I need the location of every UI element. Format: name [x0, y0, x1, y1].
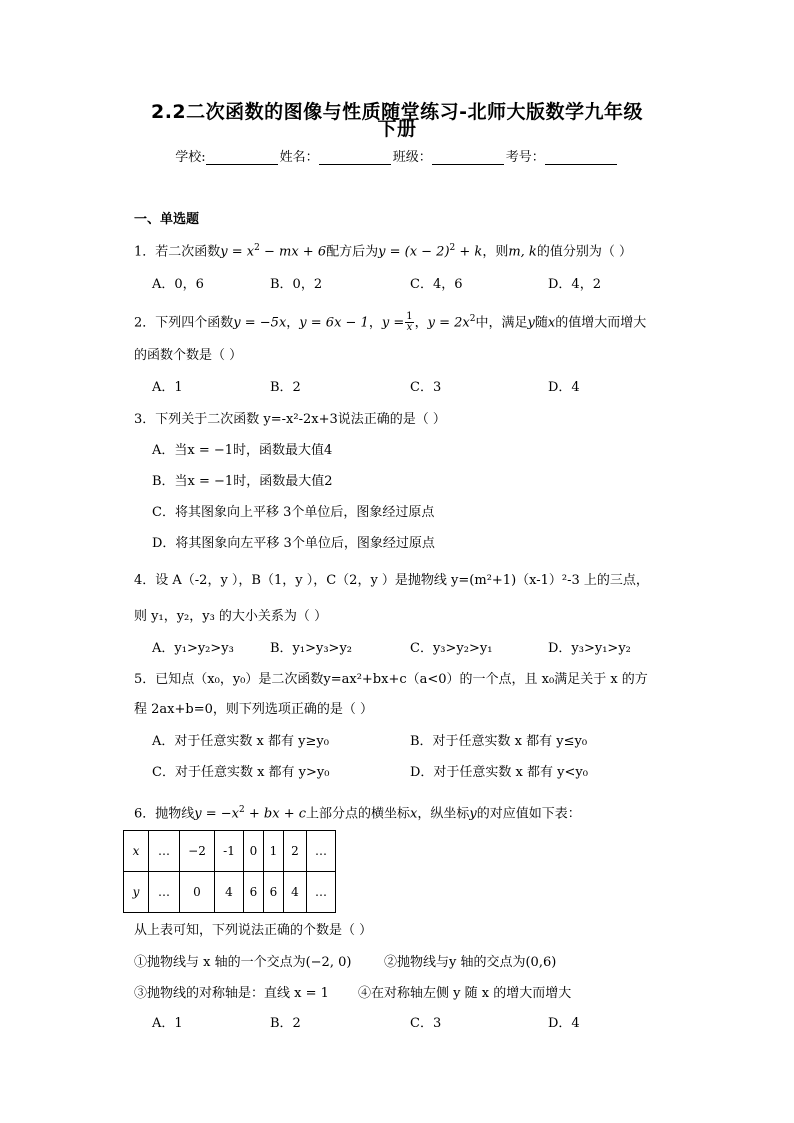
fraction-one-over-x: $\frac{1}{x}$: [406, 311, 413, 334]
q1-option-b[interactable]: B．0，2: [270, 277, 323, 292]
q6-statement-4: ④在对称轴左侧 y 随 x 的增大而增大: [358, 986, 572, 1001]
q5-option-b[interactable]: B．对于任意实数 x 都有 y≤y₀: [410, 734, 588, 749]
name-blank[interactable]: [319, 150, 391, 165]
table-cell: −2: [180, 831, 215, 872]
table-cell: 6: [244, 872, 264, 913]
q4-option-b[interactable]: B．y₁>y₃>y₂: [270, 641, 353, 656]
q1-option-c[interactable]: C．4，6: [410, 277, 463, 292]
exam-no-blank[interactable]: [545, 150, 617, 165]
q4-option-d[interactable]: D．y₃>y₁>y₂: [548, 641, 631, 656]
q4-stem-line-1: 4．设 A（-2，y ），B（1，y ），C（2，y ）是抛物线 y=(m²+1)（x-1）²-3 上的三点，: [134, 573, 649, 588]
q2-stem-line-1: 2．下列四个函数y = −5x，y = 6x − 1，y = $\frac{1}{x}$ ，$y = 2x^2$中，满足y随x的值增大而增大: [134, 311, 647, 334]
q2-stem-line-2: 的函数个数是（ ）: [134, 348, 243, 363]
table-cell: …: [307, 831, 336, 872]
table-cell: 6: [264, 872, 284, 913]
table-cell: 4: [284, 872, 307, 913]
name-label: 姓名：: [279, 150, 319, 165]
q6-option-c[interactable]: C．3: [410, 1016, 442, 1031]
table-cell: 0: [244, 831, 264, 872]
class-blank[interactable]: [432, 150, 504, 165]
q4-option-c[interactable]: C．y₃>y₂>y₁: [410, 641, 493, 656]
q2-option-d[interactable]: D．4: [548, 380, 580, 395]
q6-option-b[interactable]: B．2: [270, 1016, 301, 1031]
q4-option-a[interactable]: A．y₁>y₂>y₃: [152, 641, 234, 656]
section-heading: 一、单选题: [134, 212, 200, 227]
q3-option-a[interactable]: A．当x = −1时，函数最大值4: [152, 443, 333, 458]
table-cell: …: [307, 872, 336, 913]
q4-stem-line-2: 则 y₁，y₂，y₃ 的大小关系为（ ）: [134, 609, 328, 624]
school-label: 学校:: [175, 150, 206, 165]
q5-stem-line-2: 程 2ax+b=0，则下列选项正确的是（ ）: [134, 702, 373, 717]
table-cell: 1: [264, 831, 284, 872]
exam-no-label: 考号：: [505, 150, 545, 165]
q6-option-a[interactable]: A．1: [152, 1016, 183, 1031]
q3-stem: 3．下列关于二次函数 y=-x²-2x+3说法正确的是（ ）: [134, 412, 446, 427]
table-cell: 4: [215, 872, 244, 913]
q1-option-a[interactable]: A．0，6: [152, 277, 204, 292]
q6-question: 从上表可知，下列说法正确的个数是（ ）: [134, 923, 373, 938]
table-row-y: [124, 872, 336, 913]
q2-option-b[interactable]: B．2: [270, 380, 301, 395]
q6-statement-3: ③抛物线的对称轴是：直线 x = 1: [134, 986, 329, 1001]
q3-option-c[interactable]: C．将其图象向上平移 3个单位后，图象经过原点: [152, 505, 435, 520]
q5-option-c[interactable]: C．对于任意实数 x 都有 y>y₀: [152, 765, 330, 780]
table-cell: y: [124, 872, 149, 913]
q3-option-b[interactable]: B．当x = −1时，函数最大值2: [152, 474, 333, 489]
q2-option-a[interactable]: A．1: [152, 380, 183, 395]
table-cell: 0: [180, 872, 215, 913]
table-row-x: [124, 831, 336, 872]
value-table: [123, 830, 336, 913]
q1-stem: 1．若二次函数$y = x^2$ − mx + 6配方后为$y = (x - 2)^2 + k$，则m, k的值分别为（ ）: [134, 243, 632, 260]
q3-option-d[interactable]: D．将其图象向左平移 3个单位后，图象经过原点: [152, 536, 435, 551]
title-line-2: 下册: [377, 118, 417, 140]
q6-statement-2: ②抛物线与y 轴的交点为(0,6): [384, 955, 557, 970]
title-line-1: 2.2二次函数的图像与性质随堂练习-北师大版数学九年级: [150, 101, 644, 123]
table-cell: -1: [215, 831, 244, 872]
table-cell: x: [124, 831, 149, 872]
q5-option-d[interactable]: D．对于任意实数 x 都有 y<y₀: [410, 765, 588, 780]
class-label: 班级：: [392, 150, 432, 165]
q1-option-d[interactable]: D．4，2: [548, 277, 601, 292]
q6-option-d[interactable]: D．4: [548, 1016, 580, 1031]
q5-stem-line-1: 5．已知点（x₀，y₀）是二次函数y=ax²+bx+c（a<0）的一个点，且 x₀满足关于 x 的方: [134, 672, 648, 687]
table-cell: …: [149, 831, 180, 872]
q6-statement-1: ①抛物线与 x 轴的一个交点为(−2, 0): [134, 955, 352, 970]
school-blank[interactable]: [206, 150, 278, 165]
table-cell: 2: [284, 831, 307, 872]
q5-option-a[interactable]: A．对于任意实数 x 都有 y≥y₀: [152, 734, 329, 749]
student-info-row: [0, 146, 794, 165]
table-cell: …: [149, 872, 180, 913]
q2-option-c[interactable]: C．3: [410, 380, 442, 395]
q6-stem: 6．抛物线$y = -x^2$ + bx + c上部分点的横坐标x，纵坐标y的对应值如下表：: [134, 805, 581, 822]
